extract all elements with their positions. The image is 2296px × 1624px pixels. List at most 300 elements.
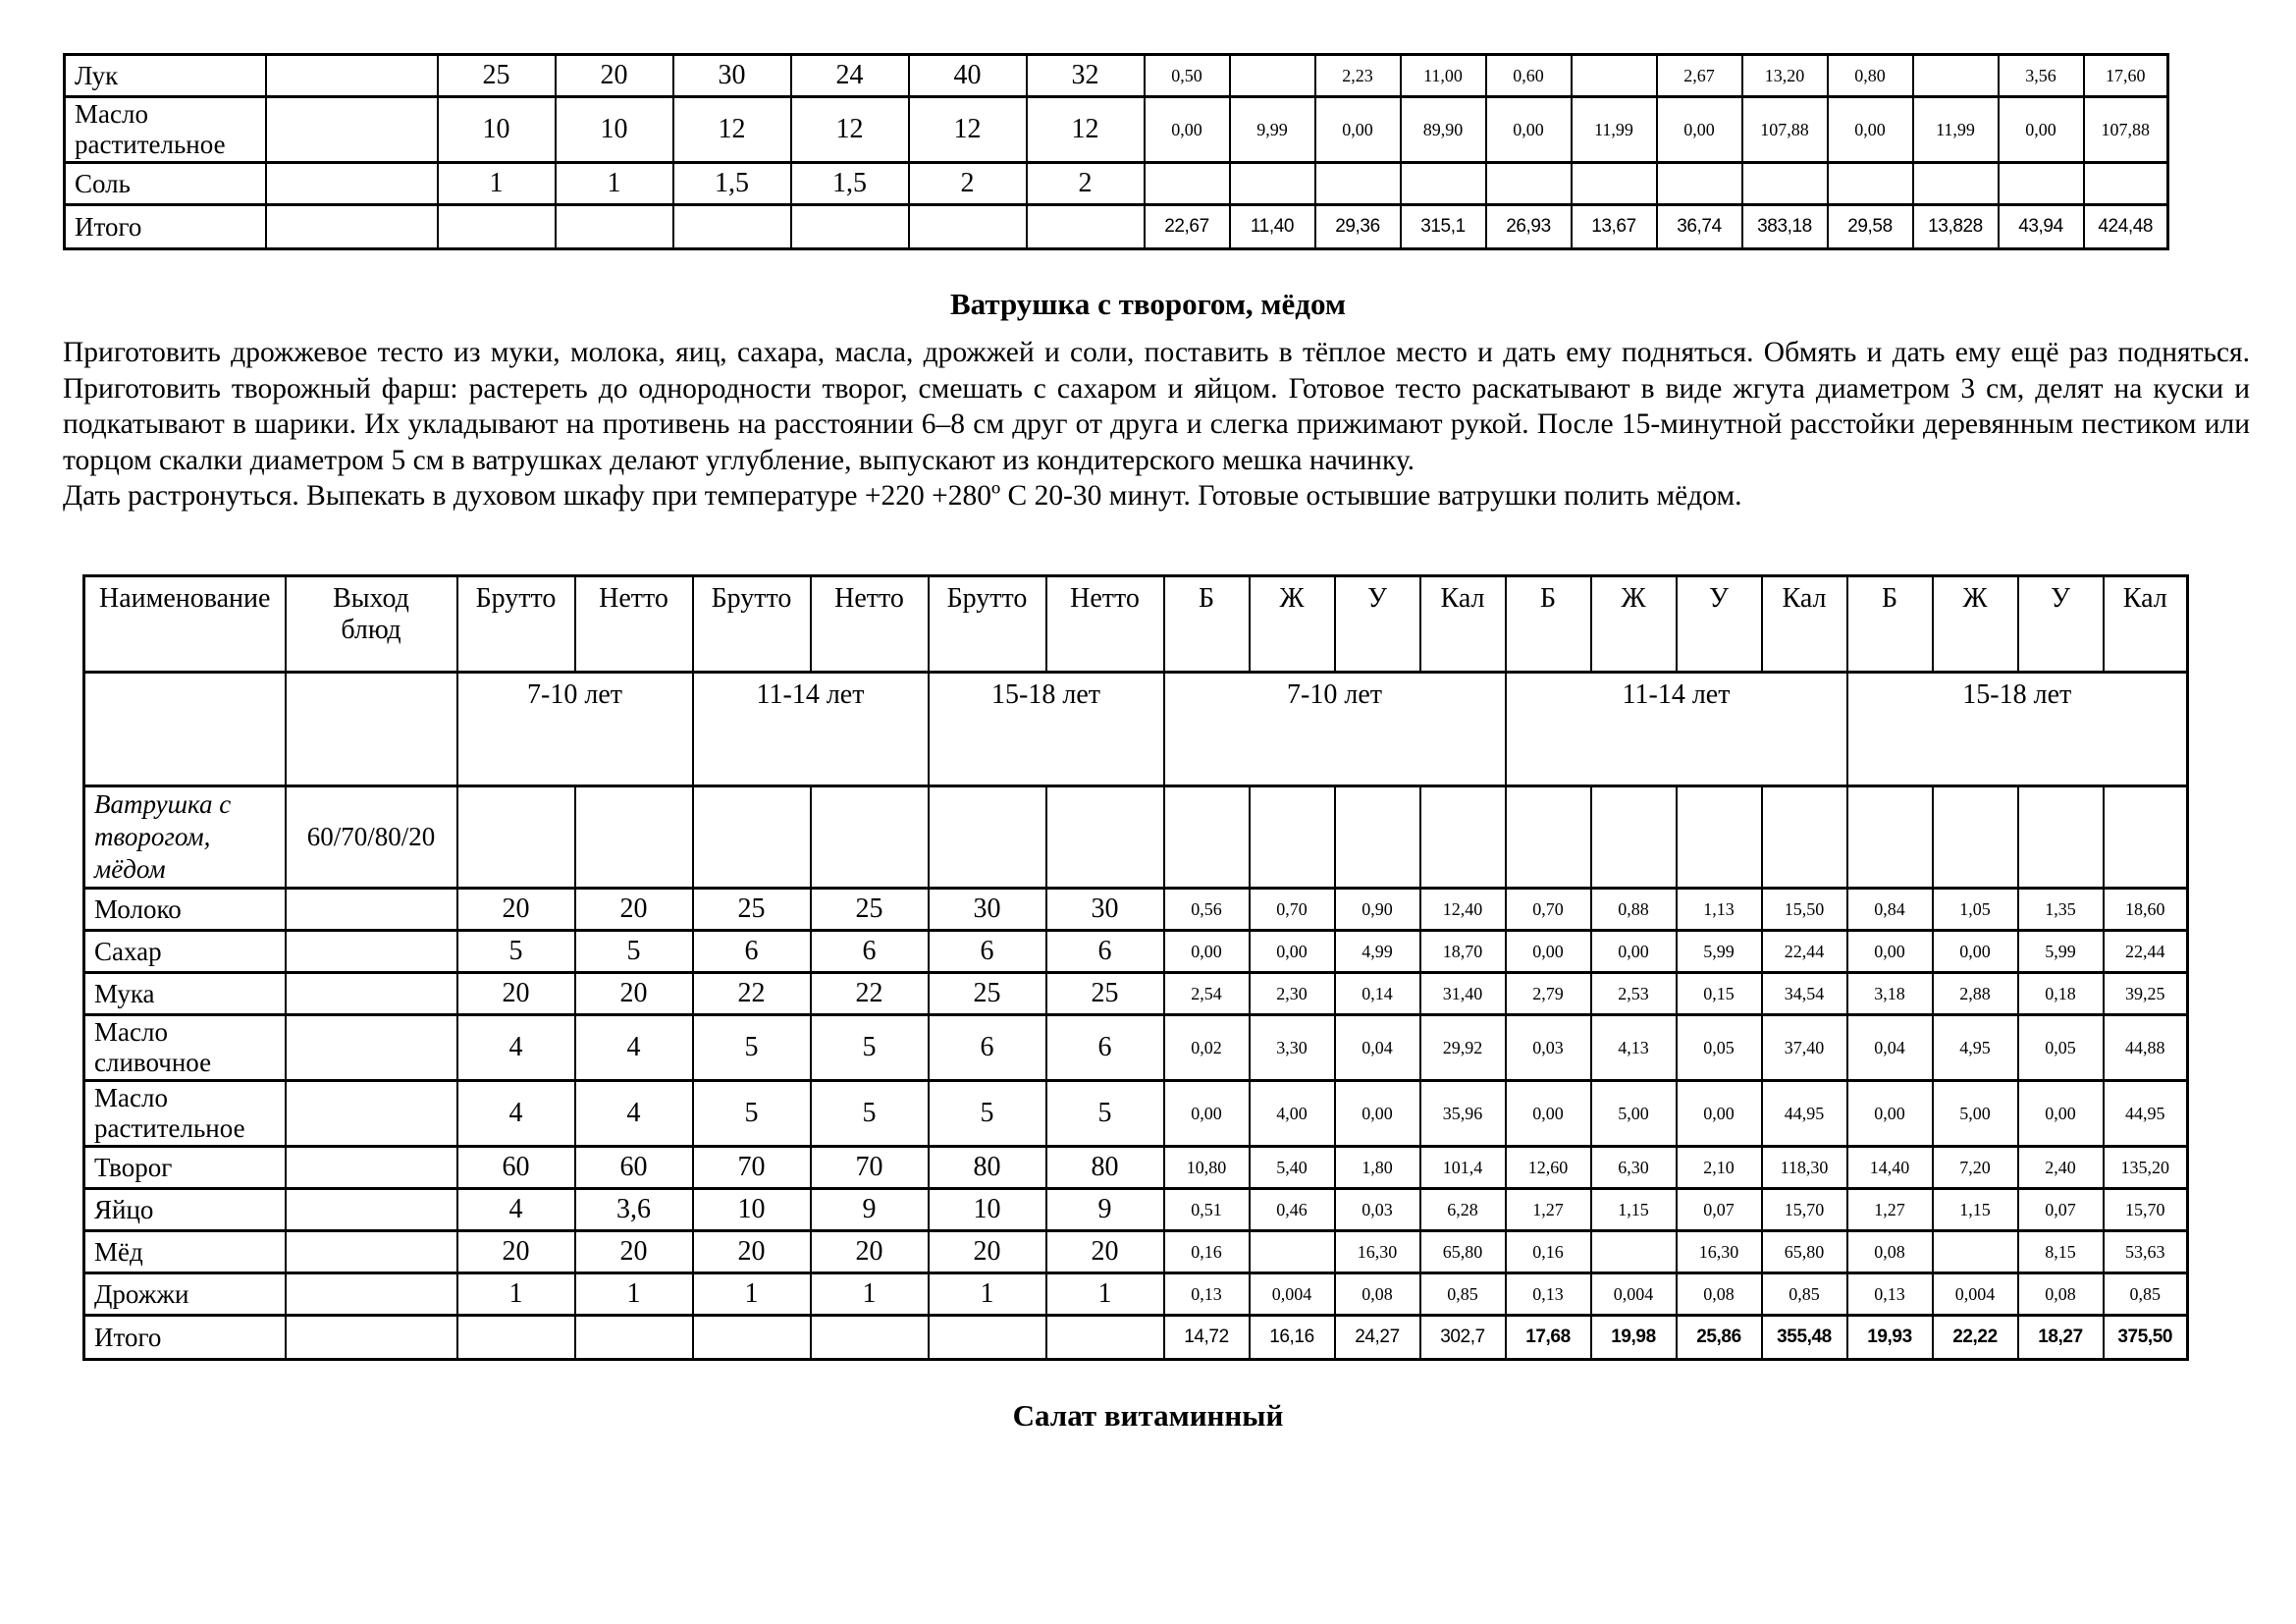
empty-cell [286, 1189, 457, 1231]
ingredient-row [84, 1015, 2188, 1081]
column-header: Брутто [929, 576, 1046, 673]
recipe-title: Ватрушка с творогом, мёдом [949, 287, 1347, 321]
nutrition-value-cell [1999, 163, 2084, 205]
quantity-cell: 12 [791, 97, 909, 163]
ingredient-name: Яйцо [84, 1189, 286, 1231]
quantity-cell [575, 1316, 693, 1360]
empty-cell [693, 786, 811, 889]
quantity-cell: 70 [693, 1147, 811, 1189]
nutrition-value-cell: 375,50 [2104, 1316, 2188, 1360]
next-recipe-title: Салат витаминный [1012, 1398, 1284, 1433]
quantity-cell: 6 [929, 931, 1046, 973]
nutrition-value-cell: 9,99 [1230, 97, 1315, 163]
nutrition-value-cell: 0,00 [1486, 97, 1572, 163]
nutrition-value-cell: 19,98 [1591, 1316, 1677, 1360]
nutrition-value-cell [1230, 163, 1315, 205]
empty-cell [1847, 786, 1933, 889]
nutrition-value-cell: 1,80 [1335, 1147, 1420, 1189]
nutrition-value-cell: 0,00 [1828, 97, 1913, 163]
nutrition-value-cell: 53,63 [2104, 1231, 2188, 1273]
nutrition-value-cell: 0,08 [1847, 1231, 1933, 1273]
nutrition-value-cell [1486, 163, 1572, 205]
nutrition-value-cell: 5,40 [1250, 1147, 1335, 1189]
quantity-cell [556, 205, 673, 249]
nutrition-value-cell: 1,35 [2018, 889, 2104, 931]
quantity-cell: 3,6 [575, 1189, 693, 1231]
nutrition-value-cell: 2,23 [1315, 55, 1401, 97]
nutrition-value-cell: 1,13 [1677, 889, 1762, 931]
instructions-paragraph: Дать растронуться. Выпекать в духовом шкафу при температуре +220 +280º С 20-30 минут. Готовые остывшие ватрушки полить мёдом. [63, 480, 1742, 512]
quantity-cell: 1 [1046, 1273, 1164, 1316]
nutrition-value-cell: 1,15 [1591, 1189, 1677, 1231]
quantity-cell [438, 205, 556, 249]
quantity-cell [1046, 1316, 1164, 1360]
nutrition-value-cell: 118,30 [1762, 1147, 1847, 1189]
nutrition-value-cell: 5,99 [1677, 931, 1762, 973]
age-group-header: 7-10 лет [457, 673, 693, 786]
quantity-cell: 20 [457, 1231, 575, 1273]
empty-cell [286, 973, 457, 1015]
ingredient-name: Масло растительное [65, 97, 266, 163]
empty-cell [1164, 786, 1250, 889]
nutrition-value-cell: 22,44 [1762, 931, 1847, 973]
empty-cell [266, 205, 438, 249]
nutrition-value-cell [1933, 1231, 2018, 1273]
empty-cell [286, 1273, 457, 1316]
quantity-cell: 9 [1046, 1189, 1164, 1231]
quantity-cell: 20 [693, 1231, 811, 1273]
ingredient-name: Творог [84, 1147, 286, 1189]
nutrition-value-cell: 2,30 [1250, 973, 1335, 1015]
nutrition-value-cell: 0,05 [1677, 1015, 1762, 1081]
ingredient-name: Масло растительное [84, 1081, 286, 1147]
nutrition-value-cell: 1,15 [1933, 1189, 2018, 1231]
quantity-cell: 70 [811, 1147, 929, 1189]
nutrition-value-cell: 17,68 [1506, 1316, 1591, 1360]
nutrition-value-cell: 0,08 [1677, 1273, 1762, 1316]
nutrition-value-cell: 1,27 [1506, 1189, 1591, 1231]
empty-cell [1762, 786, 1847, 889]
recipe-instructions [63, 335, 2250, 514]
quantity-cell: 1,5 [673, 163, 791, 205]
nutrition-value-cell: 18,60 [2104, 889, 2188, 931]
quantity-cell: 4 [575, 1081, 693, 1147]
column-header: Нетто [1046, 576, 1164, 673]
column-header: Б [1847, 576, 1933, 673]
nutrition-value-cell: 0,70 [1250, 889, 1335, 931]
quantity-cell: 10 [556, 97, 673, 163]
nutrition-value-cell: 0,00 [1164, 1081, 1250, 1147]
quantity-cell: 1 [811, 1273, 929, 1316]
quantity-cell: 30 [673, 55, 791, 97]
quantity-cell: 22 [693, 973, 811, 1015]
nutrition-value-cell: 0,13 [1506, 1273, 1591, 1316]
empty-cell [286, 889, 457, 931]
ingredient-name: Сахар [84, 931, 286, 973]
ingredient-row [84, 1273, 2188, 1316]
column-header: Ж [1250, 576, 1335, 673]
quantity-cell: 5 [693, 1081, 811, 1147]
empty-cell [286, 673, 457, 786]
nutrition-value-cell: 0,04 [1335, 1015, 1420, 1081]
ingredient-name: Молоко [84, 889, 286, 931]
column-header: Выход блюд [286, 576, 457, 673]
quantity-cell: 20 [575, 889, 693, 931]
quantity-cell: 6 [693, 931, 811, 973]
nutrition-value-cell: 0,08 [2018, 1273, 2104, 1316]
nutrition-value-cell: 0,13 [1847, 1273, 1933, 1316]
empty-cell [575, 786, 693, 889]
nutrition-value-cell: 0,51 [1164, 1189, 1250, 1231]
nutrition-value-cell: 0,16 [1506, 1231, 1591, 1273]
quantity-cell: 25 [438, 55, 556, 97]
nutrition-value-cell: 18,70 [1420, 931, 1506, 973]
nutrition-value-cell: 0,50 [1145, 55, 1230, 97]
nutrition-value-cell: 0,00 [1315, 97, 1401, 163]
quantity-cell: 6 [1046, 1015, 1164, 1081]
nutrition-value-cell: 29,58 [1828, 205, 1913, 249]
column-header: У [1335, 576, 1420, 673]
empty-cell [1591, 786, 1677, 889]
empty-cell [1933, 786, 2018, 889]
nutrition-value-cell: 29,92 [1420, 1015, 1506, 1081]
nutrition-value-cell: 2,67 [1657, 55, 1742, 97]
nutrition-value-cell: 0,03 [1506, 1015, 1591, 1081]
quantity-cell: 5 [575, 931, 693, 973]
ingredient-row [84, 1231, 2188, 1273]
dish-row [84, 786, 2188, 889]
ingredient-row [84, 973, 2188, 1015]
nutrition-value-cell: 2,79 [1506, 973, 1591, 1015]
nutrition-value-cell: 4,95 [1933, 1015, 2018, 1081]
nutrition-value-cell: 22,67 [1145, 205, 1230, 249]
age-group-header: 11-14 лет [693, 673, 929, 786]
total-label: Итого [84, 1316, 286, 1360]
column-header: Нетто [811, 576, 929, 673]
nutrition-value-cell: 22,44 [2104, 931, 2188, 973]
quantity-cell: 80 [1046, 1147, 1164, 1189]
quantity-cell [929, 1316, 1046, 1360]
nutrition-value-cell: 44,95 [1762, 1081, 1847, 1147]
nutrition-value-cell: 12,40 [1420, 889, 1506, 931]
nutrition-value-cell: 0,85 [1762, 1273, 1847, 1316]
ingredient-row [84, 1147, 2188, 1189]
nutrition-value-cell: 14,40 [1847, 1147, 1933, 1189]
nutrition-value-cell: 0,70 [1506, 889, 1591, 931]
column-header: Брутто [457, 576, 575, 673]
nutrition-value-cell: 0,02 [1164, 1015, 1250, 1081]
header-row [84, 576, 2188, 673]
nutrition-value-cell: 5,00 [1933, 1081, 2018, 1147]
nutrition-value-cell: 26,93 [1486, 205, 1572, 249]
quantity-cell: 4 [575, 1015, 693, 1081]
nutrition-value-cell [1401, 163, 1486, 205]
quantity-cell: 1 [929, 1273, 1046, 1316]
nutrition-value-cell: 16,16 [1250, 1316, 1335, 1360]
nutrition-value-cell [1657, 163, 1742, 205]
age-group-row [84, 673, 2188, 786]
quantity-cell: 1,5 [791, 163, 909, 205]
nutrition-value-cell: 1,27 [1847, 1189, 1933, 1231]
nutrition-value-cell: 101,4 [1420, 1147, 1506, 1189]
quantity-cell: 30 [929, 889, 1046, 931]
nutrition-value-cell [1572, 163, 1657, 205]
empty-cell [84, 673, 286, 786]
nutrition-value-cell: 2,40 [2018, 1147, 2104, 1189]
quantity-cell: 5 [457, 931, 575, 973]
quantity-cell: 10 [693, 1189, 811, 1231]
ingredient-row [65, 55, 2168, 97]
nutrition-value-cell: 0,00 [1164, 931, 1250, 973]
nutrition-value-cell: 36,74 [1657, 205, 1742, 249]
nutrition-value-cell: 17,60 [2084, 55, 2168, 97]
quantity-cell: 20 [811, 1231, 929, 1273]
ingredient-row [65, 97, 2168, 163]
quantity-cell: 2 [1027, 163, 1145, 205]
empty-cell [286, 1081, 457, 1147]
nutrition-value-cell: 3,18 [1847, 973, 1933, 1015]
nutrition-value-cell: 0,07 [1677, 1189, 1762, 1231]
column-header: Кал [1420, 576, 1506, 673]
empty-cell [1420, 786, 1506, 889]
nutrition-value-cell: 2,88 [1933, 973, 2018, 1015]
ingredient-row [65, 163, 2168, 205]
quantity-cell: 1 [438, 163, 556, 205]
nutrition-value-cell: 89,90 [1401, 97, 1486, 163]
nutrition-value-cell: 0,00 [1591, 931, 1677, 973]
nutrition-value-cell: 5,00 [1591, 1081, 1677, 1147]
age-group-header: 15-18 лет [1847, 673, 2188, 786]
nutrition-value-cell: 4,00 [1250, 1081, 1335, 1147]
dish-name: Ватрушка с творогом, мёдом [84, 786, 286, 889]
quantity-cell [693, 1316, 811, 1360]
nutrition-value-cell: 44,88 [2104, 1015, 2188, 1081]
column-header: Кал [1762, 576, 1847, 673]
nutrition-value-cell: 0,00 [1677, 1081, 1762, 1147]
quantity-cell: 20 [556, 55, 673, 97]
empty-cell [811, 786, 929, 889]
nutrition-value-cell: 0,85 [1420, 1273, 1506, 1316]
quantity-cell: 6 [811, 931, 929, 973]
nutrition-value-cell: 0,05 [2018, 1015, 2104, 1081]
column-header: У [2018, 576, 2104, 673]
nutrition-value-cell: 12,60 [1506, 1147, 1591, 1189]
nutrition-value-cell [1230, 55, 1315, 97]
ingredient-row [84, 1189, 2188, 1231]
quantity-cell: 10 [438, 97, 556, 163]
quantity-cell: 5 [929, 1081, 1046, 1147]
nutrition-value-cell: 0,80 [1828, 55, 1913, 97]
nutrition-value-cell: 2,53 [1591, 973, 1677, 1015]
nutrition-value-cell: 5,99 [2018, 931, 2104, 973]
nutrition-value-cell: 0,13 [1164, 1273, 1250, 1316]
column-header: Ж [1933, 576, 2018, 673]
quantity-cell: 6 [929, 1015, 1046, 1081]
quantity-cell [673, 205, 791, 249]
nutrition-value-cell: 0,004 [1250, 1273, 1335, 1316]
nutrition-value-cell: 302,7 [1420, 1316, 1506, 1360]
quantity-cell: 22 [811, 973, 929, 1015]
ingredient-row [84, 1081, 2188, 1147]
nutrition-value-cell: 29,36 [1315, 205, 1401, 249]
nutrition-value-cell: 37,40 [1762, 1015, 1847, 1081]
nutrition-value-cell: 0,00 [1657, 97, 1742, 163]
nutrition-value-cell: 13,20 [1742, 55, 1828, 97]
nutrition-value-cell: 25,86 [1677, 1316, 1762, 1360]
nutrition-value-cell: 0,56 [1164, 889, 1250, 931]
ingredient-row [84, 931, 2188, 973]
nutrition-value-cell: 0,14 [1335, 973, 1420, 1015]
quantity-cell: 25 [1046, 973, 1164, 1015]
nutrition-value-cell: 11,99 [1913, 97, 1999, 163]
nutrition-value-cell [1828, 163, 1913, 205]
column-header: Брутто [693, 576, 811, 673]
nutrition-value-cell: 107,88 [1742, 97, 1828, 163]
ingredient-name: Масло сливочное [84, 1015, 286, 1081]
nutrition-value-cell: 18,27 [2018, 1316, 2104, 1360]
quantity-cell: 1 [693, 1273, 811, 1316]
empty-cell [1046, 786, 1164, 889]
empty-cell [266, 55, 438, 97]
nutrition-value-cell: 0,60 [1486, 55, 1572, 97]
nutrition-value-cell: 0,84 [1847, 889, 1933, 931]
nutrition-value-cell [1250, 1231, 1335, 1273]
nutrition-value-cell: 0,00 [1506, 1081, 1591, 1147]
empty-cell [1677, 786, 1762, 889]
quantity-cell: 12 [909, 97, 1027, 163]
ingredient-name: Дрожжи [84, 1273, 286, 1316]
age-group-header: 15-18 лет [929, 673, 1164, 786]
column-header: Ж [1591, 576, 1677, 673]
nutrition-value-cell [1913, 163, 1999, 205]
nutrition-value-cell: 0,004 [1933, 1273, 2018, 1316]
empty-cell [457, 786, 575, 889]
quantity-cell: 5 [693, 1015, 811, 1081]
dish-yield: 60/70/80/20 [286, 786, 457, 889]
nutrition-value-cell: 0,18 [2018, 973, 2104, 1015]
nutrition-value-cell [1913, 55, 1999, 97]
nutrition-value-cell: 355,48 [1762, 1316, 1847, 1360]
empty-cell [286, 1147, 457, 1189]
empty-cell [266, 97, 438, 163]
empty-cell [1506, 786, 1591, 889]
column-header: Б [1506, 576, 1591, 673]
nutrition-value-cell: 0,00 [1506, 931, 1591, 973]
quantity-cell: 32 [1027, 55, 1145, 97]
nutrition-value-cell: 44,95 [2104, 1081, 2188, 1147]
nutrition-value-cell: 11,00 [1401, 55, 1486, 97]
nutrition-value-cell: 2,10 [1677, 1147, 1762, 1189]
empty-cell [286, 931, 457, 973]
nutrition-value-cell: 15,70 [2104, 1189, 2188, 1231]
nutrition-value-cell: 24,27 [1335, 1316, 1420, 1360]
total-row [65, 205, 2168, 249]
empty-cell [2104, 786, 2188, 889]
quantity-cell: 4 [457, 1081, 575, 1147]
nutrition-value-cell: 0,00 [1145, 97, 1230, 163]
column-header: Нетто [575, 576, 693, 673]
nutrition-value-cell: 39,25 [2104, 973, 2188, 1015]
quantity-cell: 20 [457, 889, 575, 931]
nutrition-value-cell: 13,67 [1572, 205, 1657, 249]
empty-cell [1250, 786, 1335, 889]
quantity-cell [791, 205, 909, 249]
quantity-cell: 40 [909, 55, 1027, 97]
column-header: У [1677, 576, 1762, 673]
nutrition-value-cell: 0,00 [1933, 931, 2018, 973]
quantity-cell: 4 [457, 1015, 575, 1081]
quantity-cell [909, 205, 1027, 249]
nutrition-value-cell [1145, 163, 1230, 205]
nutrition-value-cell: 315,1 [1401, 205, 1486, 249]
quantity-cell: 20 [575, 1231, 693, 1273]
nutrition-value-cell: 383,18 [1742, 205, 1828, 249]
quantity-cell: 20 [929, 1231, 1046, 1273]
quantity-cell [811, 1316, 929, 1360]
nutrition-value-cell: 0,88 [1591, 889, 1677, 931]
quantity-cell: 9 [811, 1189, 929, 1231]
nutrition-table [82, 574, 2189, 1361]
empty-cell [2018, 786, 2104, 889]
nutrition-value-cell: 16,30 [1677, 1231, 1762, 1273]
quantity-cell: 6 [1046, 931, 1164, 973]
nutrition-value-cell: 0,04 [1847, 1015, 1933, 1081]
nutrition-value-cell: 0,85 [2104, 1273, 2188, 1316]
quantity-cell: 20 [1046, 1231, 1164, 1273]
quantity-cell: 25 [811, 889, 929, 931]
quantity-cell: 1 [457, 1273, 575, 1316]
nutrition-value-cell: 135,20 [2104, 1147, 2188, 1189]
nutrition-value-cell: 6,30 [1591, 1147, 1677, 1189]
nutrition-value-cell: 424,48 [2084, 205, 2168, 249]
nutrition-value-cell: 0,03 [1335, 1189, 1420, 1231]
empty-cell [929, 786, 1046, 889]
quantity-cell: 12 [1027, 97, 1145, 163]
nutrition-value-cell: 0,08 [1335, 1273, 1420, 1316]
quantity-cell: 1 [556, 163, 673, 205]
nutrition-value-cell [1572, 55, 1657, 97]
nutrition-value-cell: 16,30 [1335, 1231, 1420, 1273]
quantity-cell: 60 [457, 1147, 575, 1189]
quantity-cell: 24 [791, 55, 909, 97]
nutrition-value-cell: 0,16 [1164, 1231, 1250, 1273]
empty-cell [266, 163, 438, 205]
quantity-cell: 20 [457, 973, 575, 1015]
empty-cell [1335, 786, 1420, 889]
nutrition-value-cell: 0,00 [1847, 1081, 1933, 1147]
nutrition-value-cell: 3,30 [1250, 1015, 1335, 1081]
nutrition-value-cell: 0,90 [1335, 889, 1420, 931]
quantity-cell: 10 [929, 1189, 1046, 1231]
nutrition-value-cell: 0,00 [1250, 931, 1335, 973]
instructions-paragraph: Приготовить дрожжевое тесто из муки, молока, яиц, сахара, масла, дрожжей и соли, поставить в тёплое место и дать ему подняться. Обмять и дать ему ещё раз подняться. Приготовить творожный фарш: растереть до однородности творог, смешать с сахаром и яйцом. Готовое тесто раскатывают в виде жгута диаметром 3 см, делят на куски и подкатывают в шарики. Их укладывают на противень на расстоянии 6–8 см друг от друга и слегка прижимают рукой. После 15-минутной расстойки деревянным пестиком или торцом скалки диаметром 5 см в ватрушках делают углубление, выпускают из кондитерского мешка начинку. [63, 337, 2250, 476]
nutrition-value-cell: 11,99 [1572, 97, 1657, 163]
nutrition-value-cell: 1,05 [1933, 889, 2018, 931]
nutrition-value-cell: 15,50 [1762, 889, 1847, 931]
column-header: Наименование [84, 576, 286, 673]
nutrition-value-cell [1315, 163, 1401, 205]
nutrition-value-cell [2084, 163, 2168, 205]
nutrition-value-cell: 0,00 [1847, 931, 1933, 973]
nutrition-value-cell: 7,20 [1933, 1147, 2018, 1189]
total-label: Итого [65, 205, 266, 249]
quantity-cell: 12 [673, 97, 791, 163]
quantity-cell: 2 [909, 163, 1027, 205]
quantity-cell: 5 [1046, 1081, 1164, 1147]
quantity-cell: 5 [811, 1081, 929, 1147]
nutrition-value-cell: 0,15 [1677, 973, 1762, 1015]
nutrition-value-cell: 4,13 [1591, 1015, 1677, 1081]
